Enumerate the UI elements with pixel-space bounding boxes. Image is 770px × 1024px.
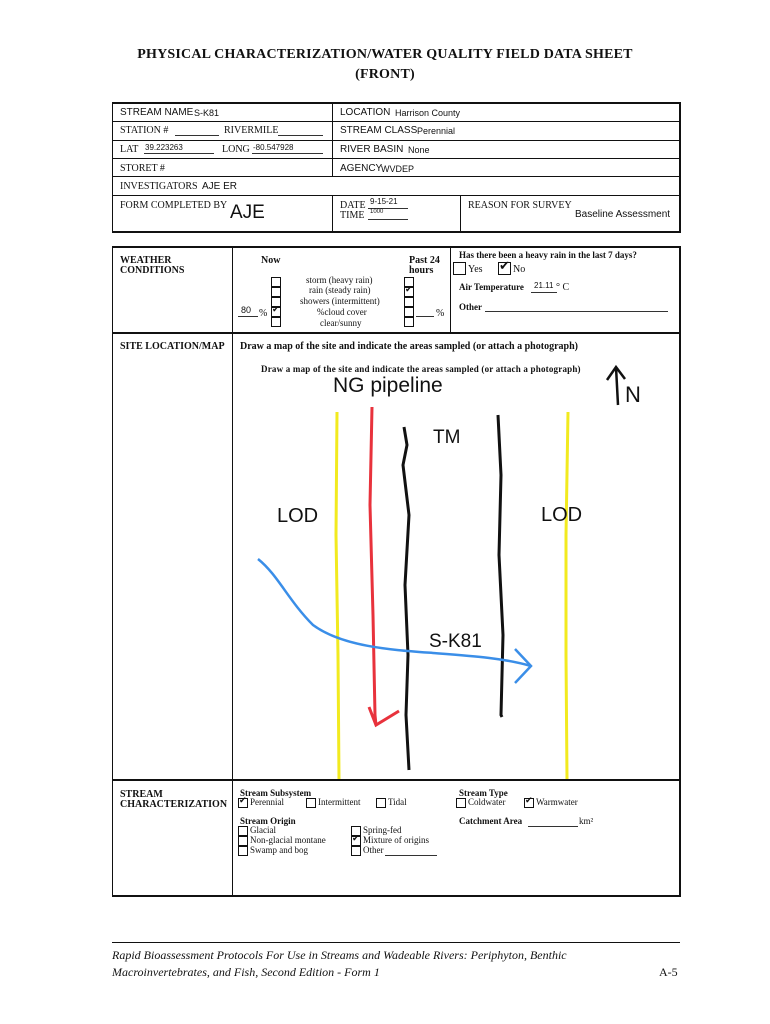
coldwater-checkbox[interactable] [456,798,466,808]
location-label: LOCATION [340,107,391,118]
past-percent: % [436,308,445,319]
stream-name-label: STREAM NAME [120,107,194,118]
time-value[interactable]: 1000 [370,209,384,215]
warmwater-label: Warmwater [536,797,578,807]
site-bottom-line [112,779,681,781]
north-arrow [607,367,625,405]
now-rain-checkbox[interactable] [271,287,281,297]
map-label-tm: TM [433,427,461,448]
mixture-checkbox[interactable] [351,836,361,846]
page-number: A-5 [659,965,678,979]
header-reason-divider [460,195,461,232]
stream-type-label: Stream Type [459,788,508,798]
site-location-label: SITE LOCATION/MAP [120,341,225,352]
stream-char-label-2: CHARACTERIZATION [120,799,228,810]
intermittent-label: Intermittent [318,797,361,807]
springfed-label: Spring-fed [363,825,402,835]
long-value[interactable]: -80.547928 [253,143,294,152]
header-top-border [112,102,680,104]
swamp-checkbox[interactable] [238,846,248,856]
weather-bottom-line [112,332,681,334]
header-row-line [112,158,680,159]
agency-label: AGENCY [340,163,383,174]
other-field[interactable] [485,311,668,312]
air-temp-label: Air Temperature [459,282,524,292]
lat-label: LAT [120,144,139,155]
weather-label: WEATHER [120,255,172,266]
tidal-checkbox[interactable] [376,798,386,808]
now-cloud-underline [238,316,258,317]
no-label: No [513,264,526,275]
header-row-line [112,176,680,177]
footer-line-1: Rapid Bioassessment Protocols For Use in Streams and Wadeable Rivers: Periphyton, Benthic [112,948,567,962]
mixture-label: Mixture of origins [363,835,429,845]
past24-label-2: hours [409,265,434,276]
agency-value[interactable]: WVDEP [381,164,415,174]
condition-rain: rain (steady rain) [309,285,371,295]
date-label: DATE [340,200,366,211]
stream-name-value[interactable]: S-K81 [194,108,220,118]
long-label: LONG [222,144,250,155]
map-label-stream: S-K81 [429,631,482,652]
stream-char-label: STREAM [120,789,163,800]
investigators-label: INVESTIGATORS [120,181,198,192]
condition-cloud: %cloud cover [317,307,367,317]
past-cloud-underline[interactable] [416,316,434,317]
heavy-rain-question: Has there been a heavy rain in the last 7 days? [459,250,637,260]
origin-label: Stream Origin [240,816,296,826]
rivermile-field[interactable] [278,135,323,136]
footer-rule [112,942,680,943]
other-origin-label: Other [363,845,384,855]
past-showers-checkbox[interactable] [404,297,414,307]
air-temp-underline [531,292,557,293]
main-bottom-border [112,895,681,897]
nonglacial-checkbox[interactable] [238,836,248,846]
nonglacial-label: Non-glacial montane [250,835,326,845]
reason-label: REASON FOR SURVEY [468,200,572,211]
site-instruction: Draw a map of the site and indicate the areas sampled (or attach a photograph) [240,341,578,352]
lat-value[interactable]: 39.223263 [145,143,183,152]
main-left-border [112,246,113,896]
river-basin-label: RIVER BASIN [340,144,404,155]
other-origin-checkbox[interactable] [351,846,361,856]
reason-value[interactable]: Baseline Assessment [575,209,671,220]
glacial-checkbox[interactable] [238,826,248,836]
tm-line-right [498,415,503,717]
past-rain-checkbox[interactable] [404,287,414,297]
map-label-north: N [625,382,641,407]
map-drawing [233,355,679,779]
header-mid-divider-2 [332,195,333,232]
site-map [233,355,679,779]
map-label-lod-left: LOD [277,505,319,527]
catchment-field[interactable] [528,826,578,827]
investigators-value[interactable]: AJE ER [202,181,238,192]
rivermile-label: RIVERMILE [224,125,279,136]
time-underline [368,219,408,220]
header-row-line [112,121,680,122]
lat-underline [144,153,214,154]
storet-label: STORET # [120,163,165,174]
warmwater-checkbox[interactable] [524,798,534,808]
time-label: TIME [340,210,365,221]
form-completed-value[interactable]: AJE [230,202,265,223]
heavy-rain-yes-checkbox[interactable] [453,262,466,275]
condition-clear: clear/sunny [320,318,362,328]
catchment-label: Catchment Area [459,816,523,826]
now-percent: % [259,308,268,319]
yes-label: Yes [468,264,483,275]
weather-divider [450,246,451,332]
tidal-label: Tidal [388,797,407,807]
page-subtitle: (FRONT) [355,67,415,82]
stream-class-value[interactable]: Perennial [417,126,456,136]
past-cloud-checkbox[interactable] [404,307,414,317]
map-label-lod-right: LOD [541,504,583,526]
tm-line [403,427,409,770]
lod-line-left [336,412,339,779]
intermittent-checkbox[interactable] [306,798,316,808]
stream-class-label: STREAM CLASS [340,125,418,136]
station-field[interactable] [175,135,219,136]
heavy-rain-no-checkbox[interactable] [498,262,511,275]
now-cloud-checkbox[interactable] [271,307,281,317]
page-title: PHYSICAL CHARACTERIZATION/WATER QUALITY FIELD DATA SHEET [137,47,633,62]
condition-storm: storm (heavy rain) [306,275,373,285]
condition-showers: showers (intermittent) [300,296,380,306]
main-top-border [112,246,681,248]
header-bottom-border [112,231,681,233]
now-storm-checkbox[interactable] [271,277,281,287]
location-value[interactable]: Harrison County [395,108,461,118]
header-row-line [112,195,680,196]
map-instruction: Draw a map of the site and indicate the areas sampled (or attach a photograph) [261,364,581,374]
air-temp-unit: ° C [556,282,570,293]
perennial-checkbox[interactable] [238,798,248,808]
main-right-border [679,246,681,896]
other-origin-field[interactable] [385,855,437,856]
perennial-label: Perennial [250,797,284,807]
footer-line-2: Macroinvertebrates, and Fish, Second Edition - Form 1 [112,965,380,979]
lod-line-right [566,412,568,779]
long-underline [252,153,323,154]
coldwater-label: Coldwater [468,797,506,807]
now-clear-checkbox[interactable] [271,317,281,327]
date-value[interactable]: 9-15-21 [370,197,398,206]
other-label: Other [459,302,482,312]
form-completed-label: FORM COMPLETED BY [120,200,228,211]
past-clear-checkbox[interactable] [404,317,414,327]
station-label: STATION # [120,125,169,136]
catchment-unit: km² [579,816,594,826]
header-row-line [112,140,680,141]
river-basin-value[interactable]: None [408,145,430,155]
air-temp-value[interactable]: 21.11 [534,281,554,290]
now-label: Now [261,255,281,266]
stream-line [258,559,531,666]
now-cloud-value[interactable]: 80 [241,305,252,315]
past24-label: Past 24 [409,255,440,266]
weather-label-2: CONDITIONS [120,265,185,276]
map-label-pipeline: NG pipeline [333,374,443,397]
swamp-label: Swamp and bog [250,845,308,855]
subsystem-label: Stream Subsystem [240,788,312,798]
glacial-label: Glacial [250,825,276,835]
pipeline-line [370,407,376,725]
